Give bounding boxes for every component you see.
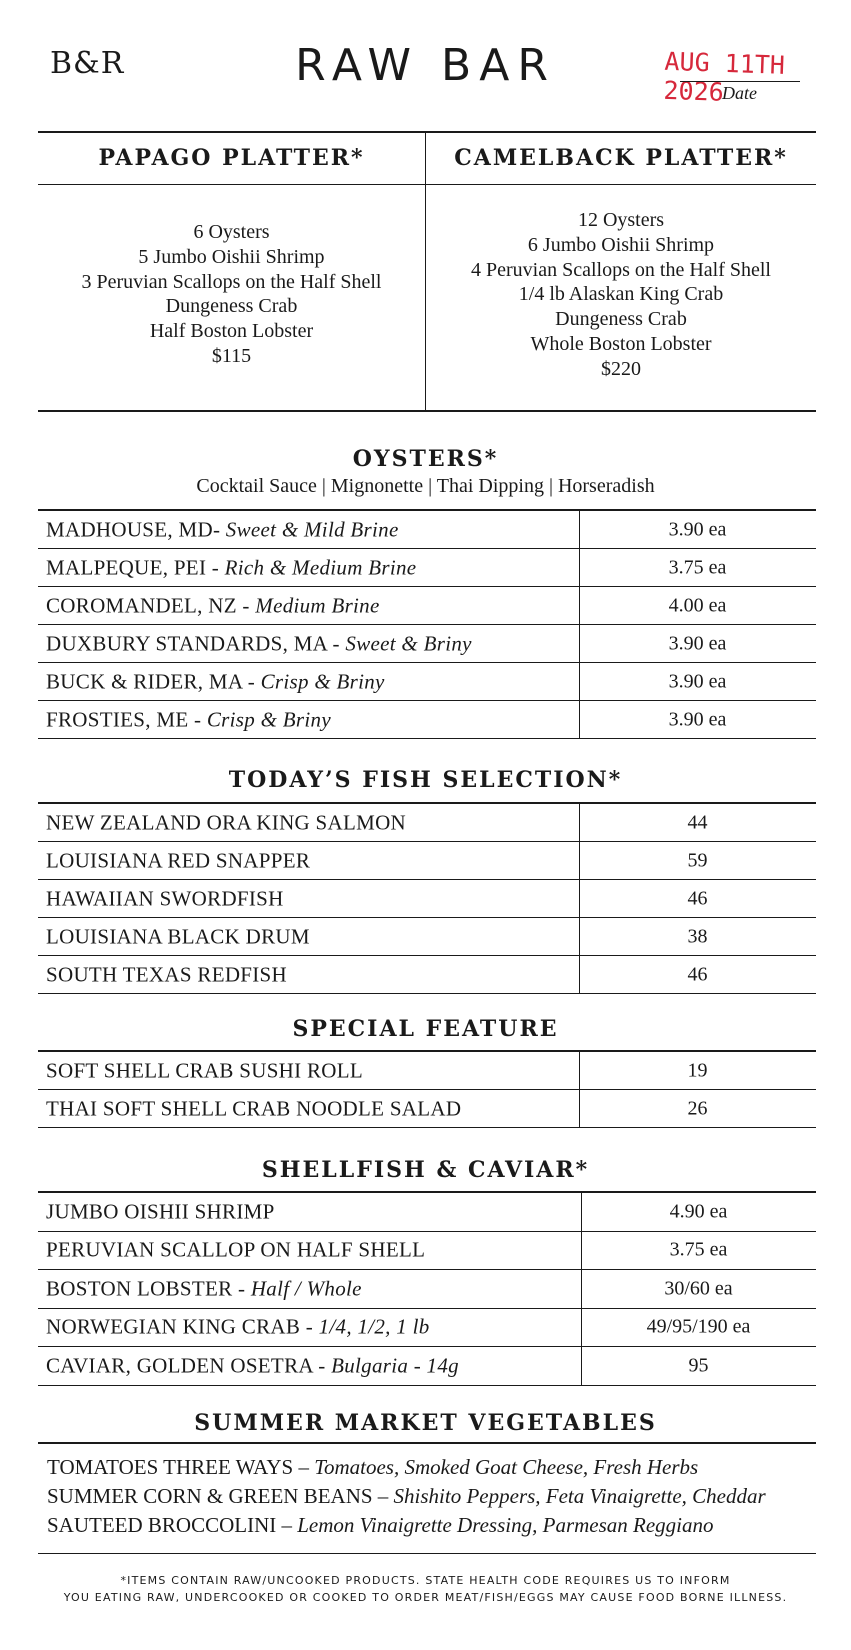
item-description: Half / Whole xyxy=(250,1276,362,1301)
vegetable-description: Lemon Vinaigrette Dressing, Parmesan Reggiano xyxy=(297,1513,714,1537)
vegetable-title: SAUTEED BROCCOLINI xyxy=(47,1513,277,1537)
item-price: 3.90 ea xyxy=(668,632,727,654)
item-price: 4.00 ea xyxy=(668,594,727,616)
platter-title-papago: PAPAGO PLATTER* xyxy=(98,145,365,171)
platters-box xyxy=(38,131,816,412)
item-name xyxy=(46,810,406,835)
item-description: Medium Brine xyxy=(255,593,380,617)
item-description: 1/4, 1/2, 1 lb xyxy=(318,1314,430,1339)
item-separator: - xyxy=(236,593,256,617)
menu-row xyxy=(38,624,816,662)
platter-items-camelback xyxy=(426,208,816,382)
disclaimer-line: YOU EATING RAW, UNDERCOOKED OR COOKED TO ORDER MEAT/FISH/EGGS MAY CAUSE FOOD BORNE ILLNESS. xyxy=(63,1591,788,1604)
item-title: LOUISIANA BLACK DRUM xyxy=(46,924,310,948)
item-separator: - xyxy=(300,1314,319,1339)
item-title: MADHOUSE, MD xyxy=(46,517,213,541)
item-price: 44 xyxy=(687,811,708,833)
section-title-fish: TODAY’S FISH SELECTION* xyxy=(228,767,623,793)
menu-row xyxy=(38,917,816,955)
platter-price: $115 xyxy=(211,344,252,367)
menu-row xyxy=(38,1089,816,1128)
section-title-shellfish: SHELLFISH & CAVIAR* xyxy=(261,1157,590,1183)
vegetable-separator: – xyxy=(293,1455,315,1479)
platter-items-papago xyxy=(38,220,425,369)
menu-row xyxy=(38,509,816,548)
item-price: 3.90 ea xyxy=(668,518,727,540)
menu-row xyxy=(38,1231,816,1270)
platter-item: 3 Peruvian Scallops on the Half Shell xyxy=(81,270,382,293)
vegetable-item xyxy=(47,1482,766,1511)
item-name xyxy=(46,1199,275,1224)
item-price: 38 xyxy=(687,925,708,947)
item-price: 19 xyxy=(687,1059,708,1081)
item-name xyxy=(46,924,310,949)
item-title: CAVIAR, GOLDEN OSETRA xyxy=(46,1353,313,1378)
item-name xyxy=(46,631,472,656)
shellfish-table xyxy=(38,1191,816,1386)
platter-item: Whole Boston Lobster xyxy=(530,332,712,355)
item-name xyxy=(46,1096,461,1121)
item-price: 46 xyxy=(687,887,708,909)
item-price: 3.90 ea xyxy=(668,670,727,692)
item-price: 46 xyxy=(687,963,708,985)
item-separator: - xyxy=(312,1353,332,1378)
item-name xyxy=(46,1058,363,1083)
menu-row xyxy=(38,548,816,586)
item-separator: - xyxy=(188,707,207,731)
item-separator: - xyxy=(242,669,261,693)
vegetable-description: Tomatoes, Smoked Goat Cheese, Fresh Herbs xyxy=(314,1455,699,1479)
platter-price: $220 xyxy=(601,357,641,380)
item-description: Sweet & Briny xyxy=(345,631,472,655)
menu-row xyxy=(38,879,816,917)
item-title: MALPEQUE, PEI xyxy=(46,555,207,579)
item-price: 26 xyxy=(687,1097,708,1119)
platter-item: 6 Oysters xyxy=(193,221,270,243)
date-underline xyxy=(680,81,800,82)
item-description: Bulgaria - 14g xyxy=(331,1353,459,1378)
item-name xyxy=(46,555,416,580)
platter-item: Dungeness Crab xyxy=(555,308,687,331)
item-name xyxy=(46,1238,425,1263)
item-description: Crisp & Briny xyxy=(260,669,385,693)
vegetable-separator: – xyxy=(372,1484,394,1508)
vegetable-description: Shishito Peppers, Feta Vinaigrette, Cheddar xyxy=(393,1484,766,1508)
item-separator: - xyxy=(206,555,225,579)
vegetable-item xyxy=(47,1453,766,1482)
menu-row xyxy=(38,700,816,739)
menu-row xyxy=(38,955,816,994)
item-price: 49/95/190 ea xyxy=(646,1315,751,1338)
platter-item: 12 Oysters xyxy=(577,209,665,231)
item-title: SOFT SHELL CRAB SUSHI ROLL xyxy=(46,1058,364,1082)
vegetable-title: SUMMER CORN & GREEN BEANS xyxy=(47,1484,373,1508)
menu-row xyxy=(38,802,816,841)
platter-title-camelback: CAMELBACK PLATTER* xyxy=(454,145,788,171)
item-title: LOUISIANA RED SNAPPER xyxy=(46,848,311,872)
page-title: RAW BAR xyxy=(295,40,556,91)
item-name xyxy=(46,1276,362,1301)
platter-item: 6 Jumbo Oishii Shrimp xyxy=(527,233,715,256)
item-title: PERUVIAN SCALLOP ON HALF SHELL xyxy=(46,1237,426,1262)
item-separator: - xyxy=(212,517,226,541)
platter-item: 5 Jumbo Oishii Shrimp xyxy=(138,245,325,268)
section-title-vegetables: SUMMER MARKET VEGETABLES xyxy=(194,1410,657,1436)
platter-item: Dungeness Crab xyxy=(165,295,298,318)
item-name xyxy=(46,848,310,873)
vegetable-separator: – xyxy=(276,1513,298,1537)
platter-item: 4 Peruvian Scallops on the Half Shell xyxy=(471,258,771,281)
item-name xyxy=(46,1315,430,1340)
item-name xyxy=(46,517,399,542)
date-stamp: AUG 11TH 2026 xyxy=(663,46,786,107)
section-title-special: SPECIAL FEATURE xyxy=(292,1016,559,1042)
menu-row xyxy=(38,586,816,624)
platter-item: Half Boston Lobster xyxy=(149,320,314,343)
item-title: HAWAIIAN SWORDFISH xyxy=(46,886,284,910)
item-title: JUMBO OISHII SHRIMP xyxy=(46,1199,275,1224)
item-description: Rich & Medium Brine xyxy=(224,555,417,579)
platter-item: 1/4 lb Alaskan King Crab xyxy=(518,283,724,306)
disclaimer-line: *ITEMS CONTAIN RAW/UNCOOKED PRODUCTS. STATE HEALTH CODE REQUIRES US TO INFORM xyxy=(120,1574,731,1587)
item-title: THAI SOFT SHELL CRAB NOODLE SALAD xyxy=(46,1096,462,1120)
item-title: BOSTON LOBSTER xyxy=(46,1276,233,1301)
fish-table xyxy=(38,802,816,994)
item-name xyxy=(46,1353,459,1378)
menu-row xyxy=(38,1191,816,1231)
vegetables-bottom-rule xyxy=(38,1553,816,1554)
oysters-table xyxy=(38,509,816,739)
item-name xyxy=(46,593,380,618)
special-table xyxy=(38,1050,816,1128)
item-separator: - xyxy=(326,631,346,655)
item-title: NEW ZEALAND ORA KING SALMON xyxy=(46,810,407,834)
item-title: DUXBURY STANDARDS, MA xyxy=(46,631,327,655)
menu-row xyxy=(38,1269,816,1308)
vegetables-list xyxy=(47,1453,766,1540)
item-title: COROMANDEL, NZ xyxy=(46,593,237,617)
item-price: 95 xyxy=(688,1354,709,1377)
item-name xyxy=(46,707,331,732)
menu-row xyxy=(38,1346,816,1386)
date-label: Date xyxy=(722,83,757,103)
item-title: SOUTH TEXAS REDFISH xyxy=(46,962,288,986)
menu-row xyxy=(38,1050,816,1089)
item-price: 30/60 ea xyxy=(664,1277,733,1300)
vegetables-top-rule xyxy=(38,1442,816,1444)
item-name xyxy=(46,962,287,987)
vegetable-item xyxy=(47,1511,766,1540)
item-price: 3.75 ea xyxy=(668,556,727,578)
logo: B&R xyxy=(50,46,125,81)
vegetable-title: TOMATOES THREE WAYS xyxy=(47,1455,294,1479)
item-description: Sweet & Mild Brine xyxy=(225,517,399,541)
item-separator: - xyxy=(232,1276,251,1301)
item-title: NORWEGIAN KING CRAB xyxy=(46,1314,301,1339)
item-name xyxy=(46,886,284,911)
platter-header-divider xyxy=(38,184,816,185)
item-price: 4.90 ea xyxy=(669,1200,728,1223)
menu-row xyxy=(38,662,816,700)
section-title-oysters: OYSTERS* xyxy=(352,446,499,472)
item-title: BUCK & RIDER, MA xyxy=(46,669,243,693)
item-price: 59 xyxy=(687,849,708,871)
item-price: 3.75 ea xyxy=(669,1238,728,1261)
menu-row xyxy=(38,1308,816,1347)
health-disclaimer xyxy=(0,1572,851,1606)
item-title: FROSTIES, ME xyxy=(46,707,189,731)
item-description: Crisp & Briny xyxy=(206,707,331,731)
menu-row xyxy=(38,841,816,879)
oyster-sauces: Cocktail Sauce | Mignonette | Thai Dipping | Horseradish xyxy=(196,475,655,497)
item-name xyxy=(46,669,385,694)
item-price: 3.90 ea xyxy=(668,708,727,730)
